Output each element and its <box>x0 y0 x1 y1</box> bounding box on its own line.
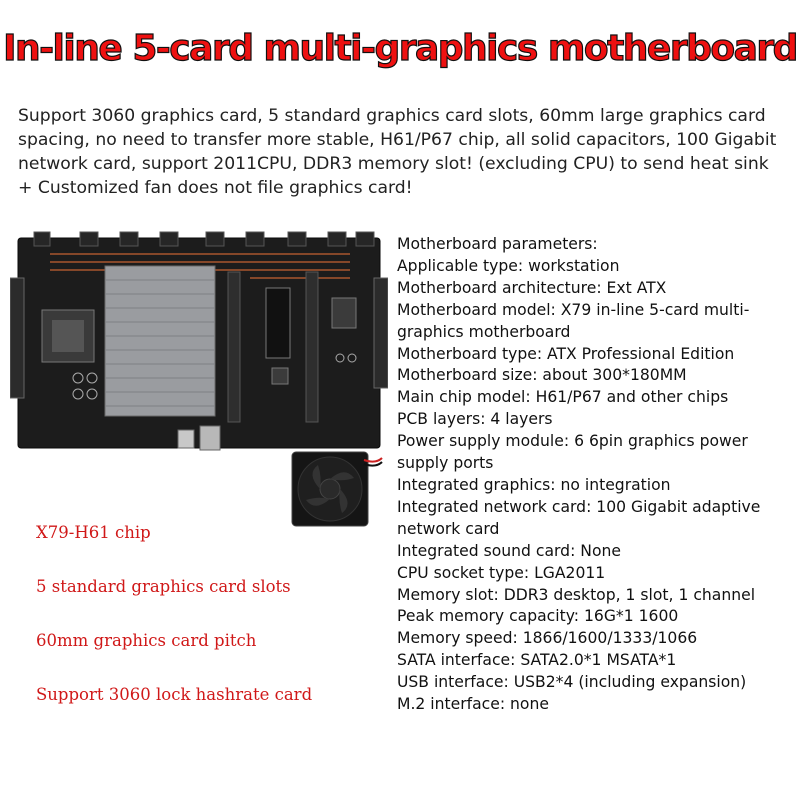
network-port <box>200 426 220 450</box>
feature-item: Support 3060 lock hashrate card <box>36 685 313 704</box>
spec-item: Motherboard model: X79 in-line 5-card multi-graphics motherboard <box>397 300 750 341</box>
feature-item: 5 standard graphics card slots <box>36 577 291 596</box>
intro-paragraph: Support 3060 graphics card, 5 standard graphics card slots, 60mm large graphics card spacing, no need to transfer more stable, H61/P67 chip, all solid capacitors, 100 Gigabit network card, support 2011CPU, DDR3 memory slot! (excluding CPU) to send heat sink + Customized fan does not file graphics card! <box>18 106 777 198</box>
heatsink <box>105 266 215 416</box>
spec-item: CPU socket type: LGA2011 <box>397 563 606 582</box>
spec-item: Integrated sound card: None <box>397 541 621 560</box>
left-slot-rail <box>10 278 24 398</box>
page-title: In-line 5-card multi-graphics motherboard <box>3 28 797 69</box>
cooling-fan <box>292 452 382 526</box>
spec-item: Peak memory capacity: 16G*1 1600 <box>397 607 679 626</box>
specs-list <box>397 234 795 716</box>
spec-item: Motherboard size: about 300*180MM <box>397 366 687 385</box>
spec-item: SATA interface: SATA2.0*1 MSATA*1 <box>397 651 677 670</box>
feature-item: X79-H61 chip <box>36 523 151 542</box>
spec-item: Integrated graphics: no integration <box>397 475 671 494</box>
small-chip <box>272 368 288 384</box>
chipset-core <box>52 320 84 352</box>
memory-slot <box>266 288 290 358</box>
spec-item: Memory speed: 1866/1600/1333/1066 <box>397 629 698 648</box>
spec-item: Memory slot: DDR3 desktop, 1 slot, 1 channel <box>397 585 756 604</box>
spec-item: PCB layers: 4 layers <box>397 410 553 429</box>
pcie-slot <box>228 272 240 422</box>
spec-item: Power supply module: 6 6pin graphics power supply ports <box>397 432 748 473</box>
spec-item: Motherboard parameters: <box>397 235 598 253</box>
spec-item: Main chip model: H61/P67 and other chips <box>397 388 729 407</box>
product-image <box>10 228 388 538</box>
spec-item: Applicable type: workstation <box>397 256 620 275</box>
spec-item: Integrated network card: 100 Gigabit adaptive network card <box>397 497 761 538</box>
spec-item: Motherboard architecture: Ext ATX <box>397 278 667 297</box>
pcie-slot <box>306 272 318 422</box>
spec-item: M.2 interface: none <box>397 695 549 714</box>
feature-item: 60mm graphics card pitch <box>36 631 257 650</box>
usb-port <box>178 430 194 448</box>
motherboard-illustration <box>10 228 388 538</box>
spec-item: USB interface: USB2*4 (including expansion) <box>397 673 747 692</box>
small-chip <box>332 298 356 328</box>
right-slot-rail <box>374 278 388 388</box>
spec-item: Motherboard type: ATX Professional Edition <box>397 344 735 363</box>
feature-list <box>36 520 376 736</box>
